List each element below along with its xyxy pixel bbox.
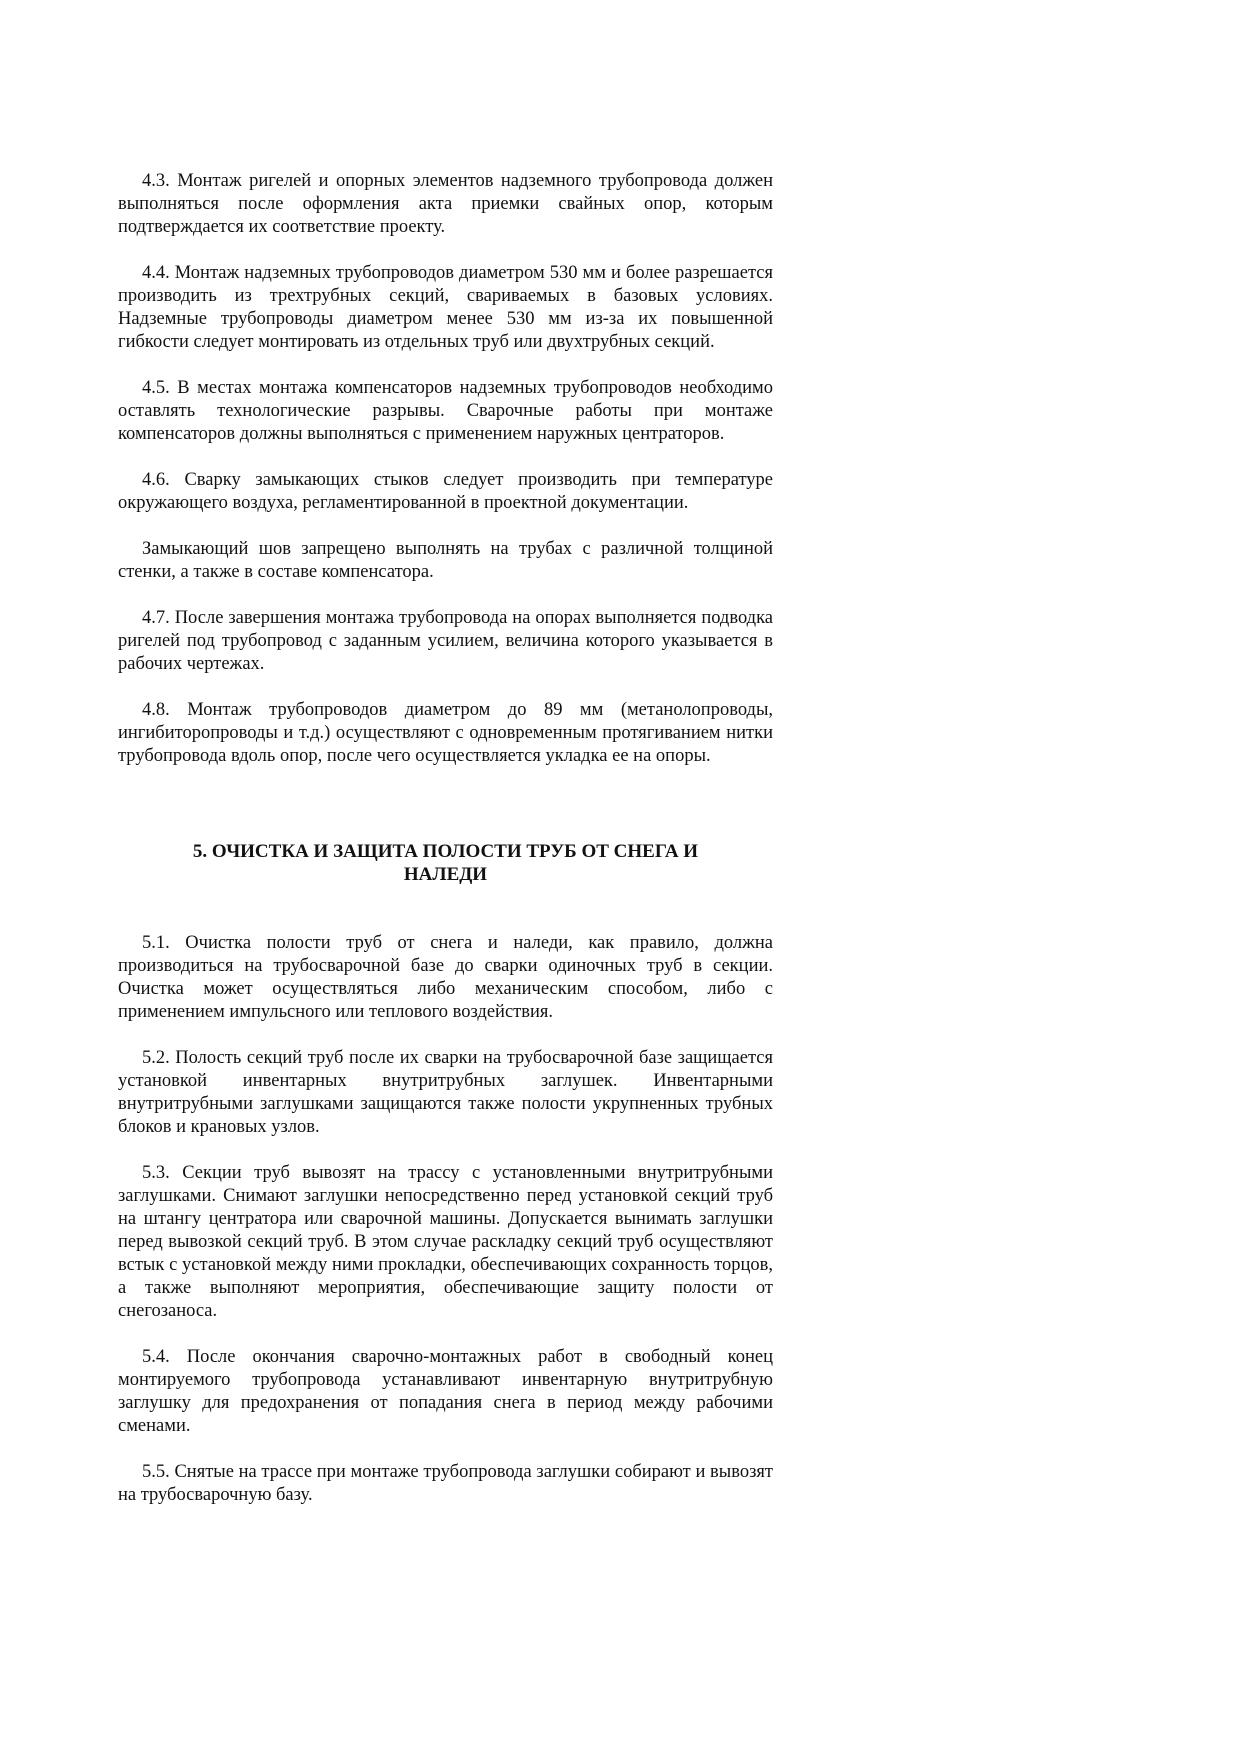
section-spacer <box>118 791 773 814</box>
paragraph-5-3: 5.3. Секции труб вывозят на трассу с установленными внутритрубными заглушками. Снимают заглушки непосредственно перед установкой секций труб на штангу центратора или сварочной машины. Допускается вынимать заглушки перед вывозкой секций труб. В этом случае раскладку секций труб осуществляют встык с установкой между ними прокладки, обеспечивающих сохранность торцов, а также выполняют мероприятия, обеспечивающие защиту полости от снегозаноса. <box>118 1163 773 1321</box>
paragraph-4-4: 4.4. Монтаж надземных трубопроводов диаметром 530 мм и более разрешается производить из трехтрубных секций, свариваемых в базовых условиях. Надземные трубопроводы диаметром менее 530 мм из-за их повышенной гибкости следует монтировать из отдельных труб или двухтрубных секций. <box>118 263 773 352</box>
paragraph-4-5: 4.5. В местах монтажа компенсаторов надземных трубопроводов необходимо оставлять технологические разрывы. Сварочные работы при монтаже компенсаторов должны выполняться с применением наружных центраторов. <box>118 378 773 444</box>
paragraph-5-2: 5.2. Полость секций труб после их сварки на трубосварочной базе защищается установкой инвентарных внутритрубных заглушек. Инвентарными внутритрубными заглушками защищаются также полости укрупненных трубных блоков и крановых узлов. <box>118 1048 773 1137</box>
paragraph-4-8: 4.8. Монтаж трубопроводов диаметром до 89 мм (метанолопроводы, ингибиторопроводы и т.д.) осуществляют с одновременным протягиванием нитки трубопровода вдоль опор, после чего осуществляется укладка ее на опоры. <box>118 700 773 766</box>
paragraph-4-6: 4.6. Сварку замыкающих стыков следует производить при температуре окружающего воздуха, регламентированной в проектной документации. <box>118 470 773 513</box>
paragraph-5-1: 5.1. Очистка полости труб от снега и наледи, как правило, должна производиться на трубосварочной базе до сварки одиночных труб в секции. Очистка может осуществляться либо механическим способом, либо с применением импульсного или теплового воздействия. <box>118 933 773 1022</box>
paragraph-5-5: 5.5. Снятые на трассе при монтаже трубопровода заглушки собирают и вывозят на трубосварочную базу. <box>118 1462 773 1505</box>
section-5-heading: 5. ОЧИСТКА И ЗАЩИТА ПОЛОСТИ ТРУБ ОТ СНЕГА И НАЛЕДИ <box>192 841 699 885</box>
paragraph-closing-seam: Замыкающий шов запрещено выполнять на трубах с различной толщиной стенки, а также в составе компенсатора. <box>118 539 773 582</box>
paragraph-4-3: 4.3. Монтаж ригелей и опорных элементов надземного трубопровода должен выполняться после оформления акта приемки свайных опор, которым подтверждается их соответствие проекту. <box>118 171 773 237</box>
paragraph-4-7: 4.7. После завершения монтажа трубопровода на опорах выполняется подводка ригелей под трубопровод с заданным усилием, величина которого указывается в рабочих чертежах. <box>118 608 773 674</box>
paragraph-5-4: 5.4. После окончания сварочно-монтажных работ в свободный конец монтируемого трубопровода устанавливают инвентарную внутритрубную заглушку для предохранения от попадания снега в период между рабочими сменами. <box>118 1347 773 1436</box>
document-page <box>118 170 773 1530</box>
